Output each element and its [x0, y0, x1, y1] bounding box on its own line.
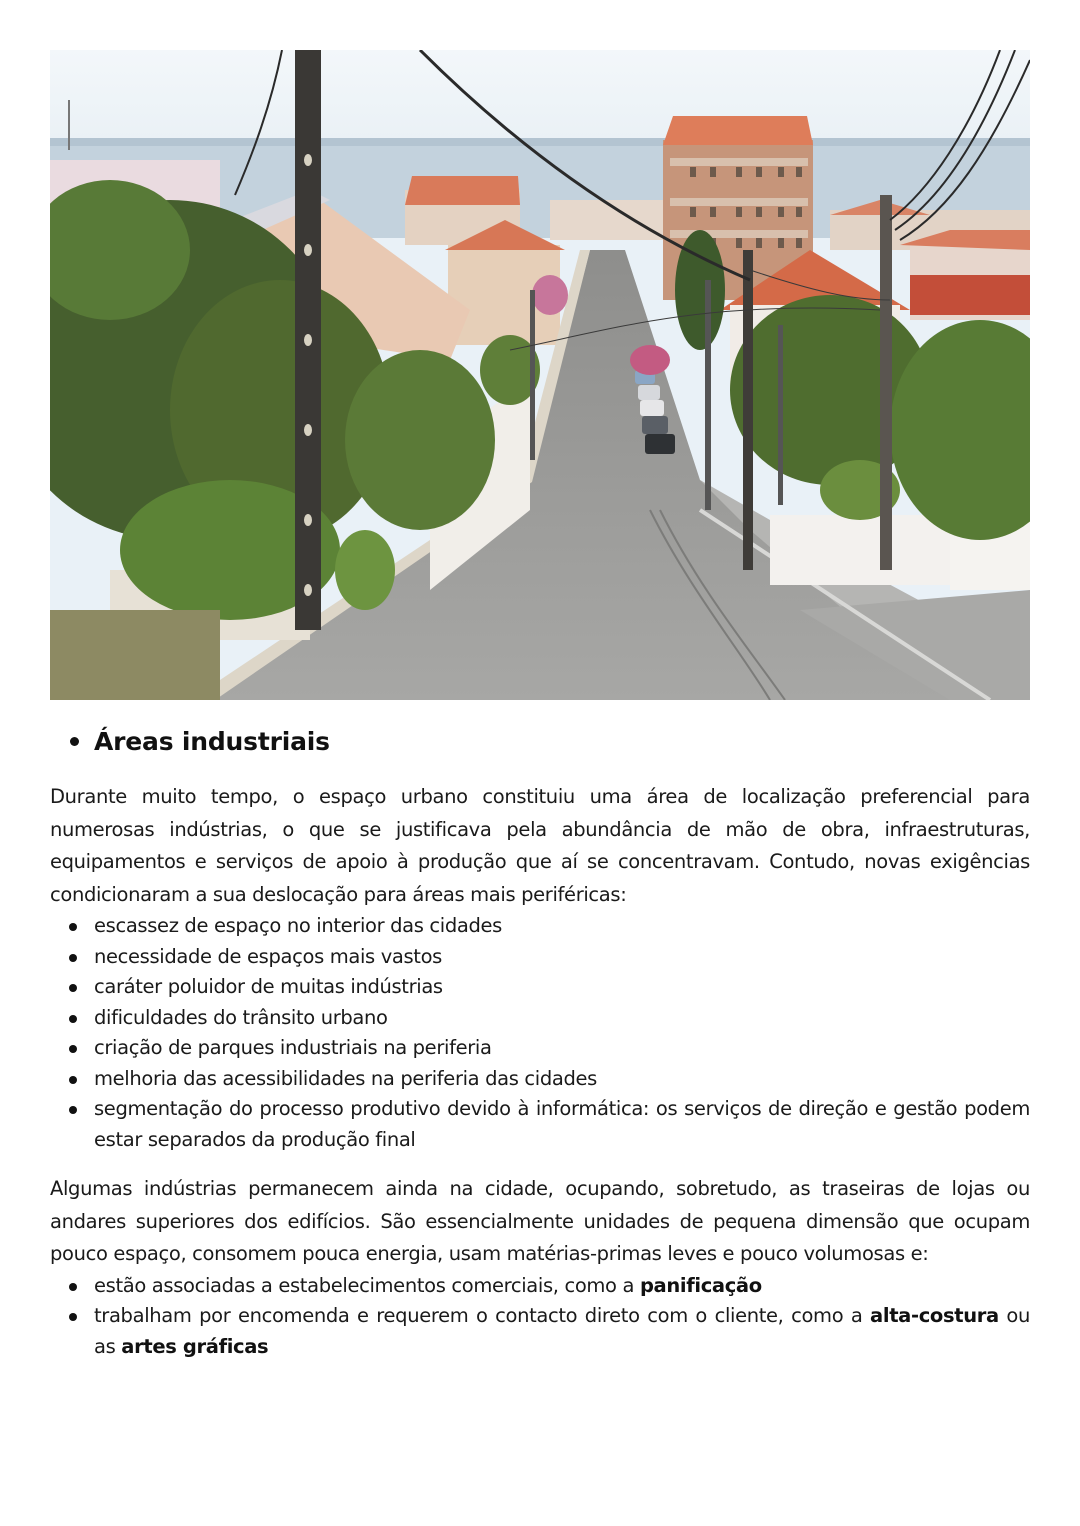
list-item: criação de parques industriais na periferia	[50, 1033, 1030, 1064]
section-heading	[50, 715, 1030, 767]
street-photo	[50, 50, 1030, 700]
paragraph-urban-industries: Algumas indústrias permanecem ainda na cidade, ocupando, sobretudo, as traseiras de lojas ou andares superiores dos edifícios. São essencialmente unidades de pequena dimensão que ocupam pouco espaço, consomem pouca energia, usam matérias-primas leves e pouco volumosas e:	[50, 1177, 1030, 1265]
list-item: escassez de espaço no interior das cidades	[50, 911, 1030, 942]
urban-industries-list	[50, 1271, 1030, 1363]
list-item: dificuldades do trânsito urbano	[50, 1003, 1030, 1034]
list-item-text: ou as	[94, 1304, 1030, 1358]
street-photo-illustration	[50, 50, 1030, 700]
list-item: segmentação do processo produtivo devido à informática: os serviços de direção e gestão podem estar separados da produção final	[50, 1094, 1030, 1155]
list-item: melhoria das acessibilidades na periferia das cidades	[50, 1064, 1030, 1095]
bullet-icon	[70, 737, 79, 746]
list-item: necessidade de espaços mais vastos	[50, 942, 1030, 973]
list-item-text: trabalham por encomenda e requerem o contacto direto com o cliente, como a	[94, 1304, 871, 1327]
list-item-text: estão associadas a estabelecimentos comerciais, como a	[94, 1273, 640, 1297]
list-item: caráter poluidor de muitas indústrias	[50, 972, 1030, 1003]
document-content	[50, 715, 1030, 1362]
bold-term: artes gráficas	[121, 1334, 269, 1358]
list-item	[50, 1301, 1030, 1362]
list-item	[50, 1271, 1030, 1302]
paragraph-intro: Durante muito tempo, o espaço urbano constituiu uma área de localização preferencial para numerosas indústrias, o que se justificava pela abundância de mão de obra, infraestruturas, equipamentos e serviços de apoio à produção que aí se concentravam. Contudo, novas exigências condicionaram a sua deslocação para áreas mais periféricas:	[50, 785, 1030, 906]
bold-term: alta-costura	[870, 1304, 999, 1327]
section-heading-text: Áreas industriais	[94, 726, 330, 756]
bold-term: panificação	[639, 1273, 762, 1297]
relocation-reasons-list	[50, 911, 1030, 1155]
